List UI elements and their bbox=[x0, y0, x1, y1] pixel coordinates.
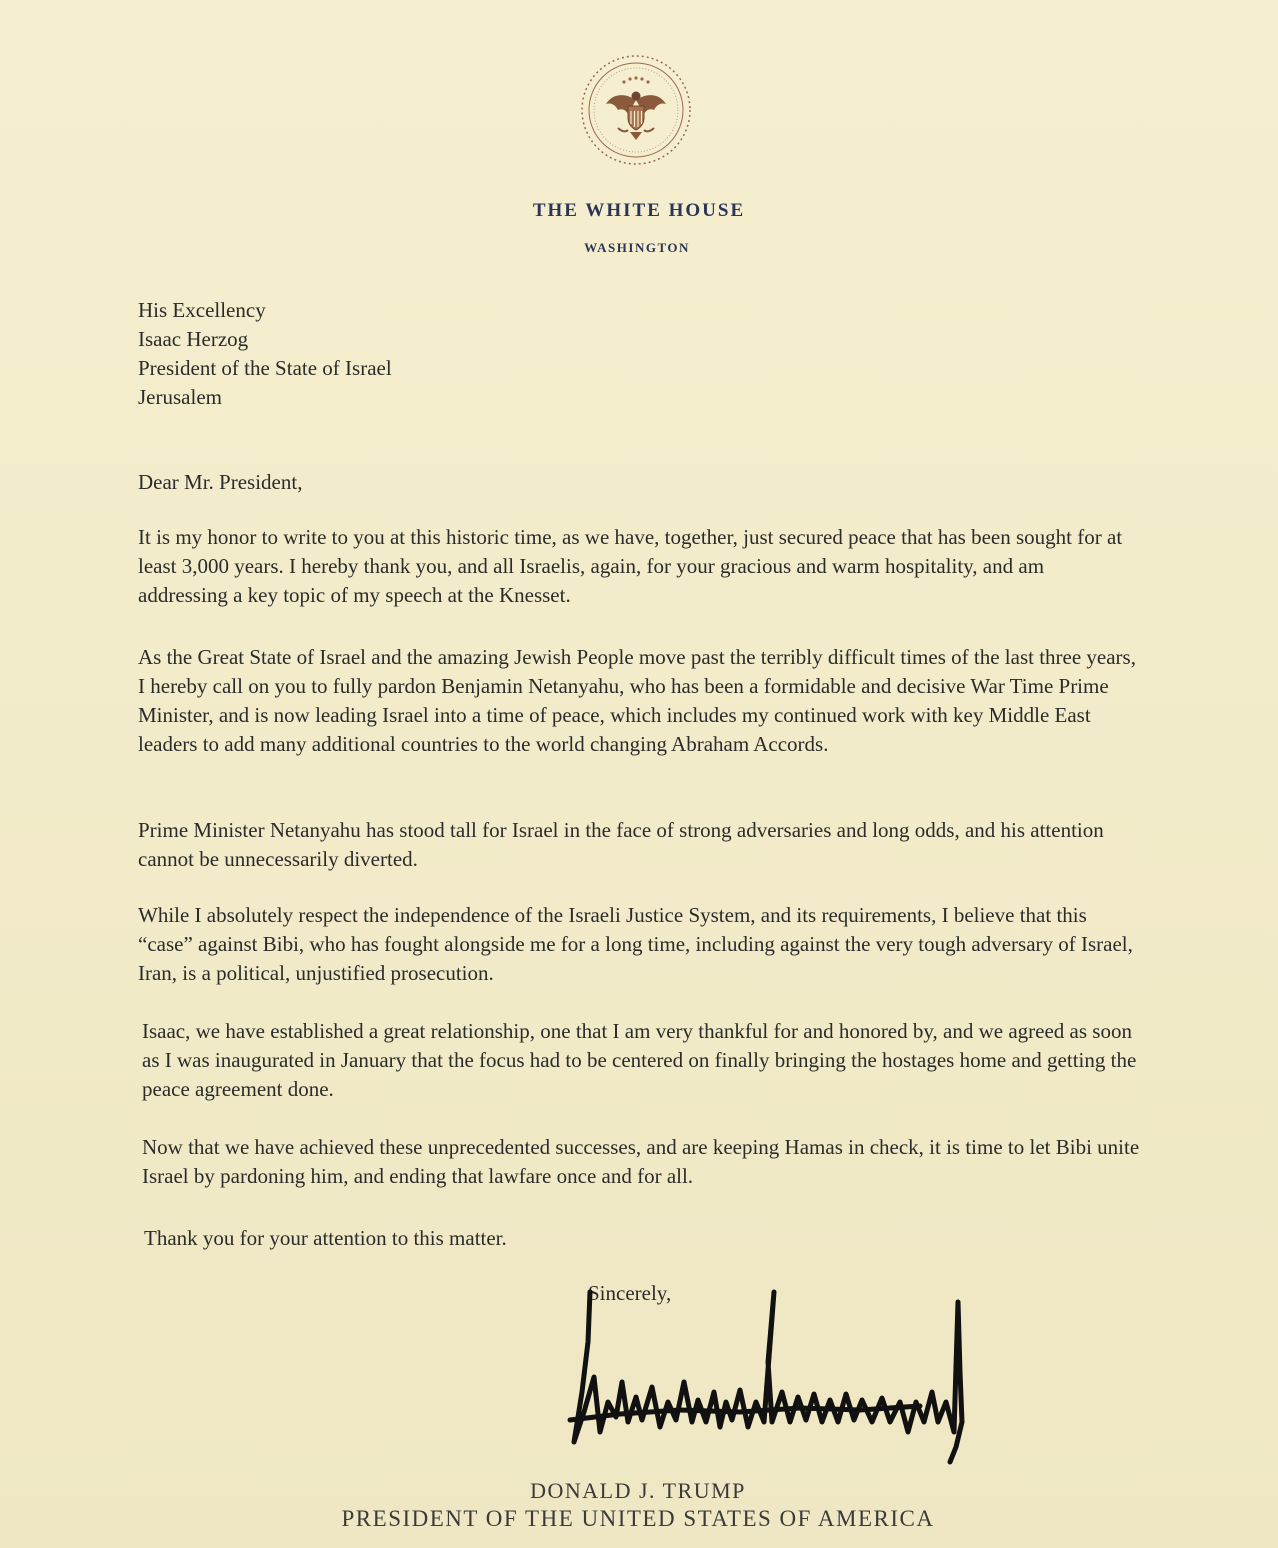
body-paragraph: While I absolutely respect the independence of the Israeli Justice System, and its requirements, I believe that this “case” against Bibi, who has fought alongside me for a long time, including against the very tough adversary of Israel, Iran, is a political, unjustified prosecution. bbox=[138, 903, 1133, 985]
recipient-line: Jerusalem bbox=[138, 385, 222, 409]
recipient-line: His Excellency bbox=[138, 298, 266, 322]
body-paragraph: Prime Minister Netanyahu has stood tall for Israel in the face of strong adversaries and long odds, and his attention cannot be unnecessarily diverted. bbox=[138, 818, 1104, 871]
closing: Sincerely, bbox=[588, 1281, 672, 1305]
recipient-address bbox=[138, 296, 392, 412]
body-paragraph: As the Great State of Israel and the amazing Jewish People move past the terribly difficult times of the last three years, I hereby call on you to fully pardon Benjamin Netanyahu, who has been a formidable and decisive War Time Prime Minister, and is now leading Israel into a time of peace, which includes my continued work with key Middle East leaders to add many additional countries to the world changing Abraham Accords. bbox=[138, 645, 1136, 756]
salutation: Dear Mr. President, bbox=[138, 470, 303, 494]
recipient-line: Isaac Herzog bbox=[138, 327, 249, 351]
letterhead-subtitle: WASHINGTON bbox=[584, 240, 690, 255]
body-paragraph: It is my honor to write to you at this historic time, as we have, together, just secured peace that has been sought for at least 3,000 years. I hereby thank you, and all Israelis, again, for your gracious and warm hospitality, and am addressing a key topic of my speech at the Knesset. bbox=[138, 525, 1123, 607]
body-paragraph: Thank you for your attention to this matter. bbox=[144, 1226, 507, 1250]
body-paragraph: Isaac, we have established a great relationship, one that I am very thankful for and honored by, and we agreed as soon as I was inaugurated in January that the focus had to be centered on finally bringing the hostages home and getting the peace agreement done. bbox=[142, 1019, 1137, 1101]
presidential-seal-icon bbox=[578, 52, 694, 168]
body-paragraph: Now that we have achieved these unprecedented successes, and are keeping Hamas in check, it is time to let Bibi unite Israel by pardoning him, and ending that lawfare once and for all. bbox=[142, 1135, 1140, 1188]
letterhead-title: THE WHITE HOUSE bbox=[532, 200, 746, 221]
handwritten-signature bbox=[560, 1282, 980, 1482]
recipient-line: President of the State of Israel bbox=[138, 356, 392, 380]
signatory-title: PRESIDENT OF THE UNITED STATES OF AMERICA bbox=[341, 1506, 935, 1531]
signatory-name: DONALD J. TRUMP bbox=[530, 1478, 746, 1503]
